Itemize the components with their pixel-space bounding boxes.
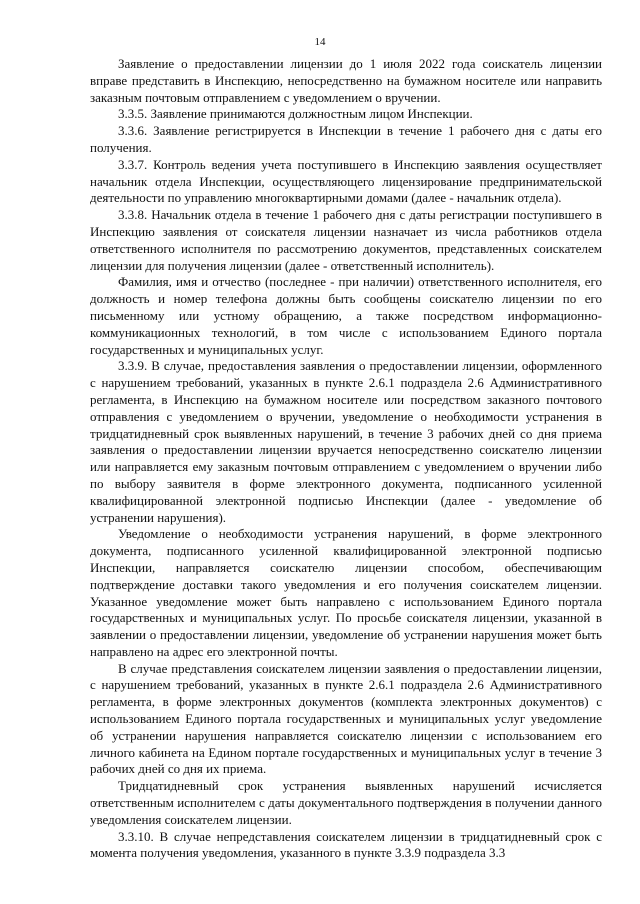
paragraph: Тридцатидневный срок устранения выявленных нарушений исчисляется ответственным исполнителем с даты документального подтверждения в получении данного уведомления соискателем лицензии. — [90, 778, 602, 827]
paragraph: 3.3.8. Начальник отдела в течение 1 рабочего дня с даты регистрации поступившего в Инспекцию заявления от соискателя лицензии назначает из числа работников отдела ответственного исполнителя по рассмотрению документов, представленных соискателем лицензии для получения лицензии (далее - ответственный исполнитель). — [90, 207, 602, 273]
paragraph: 3.3.5. Заявление принимаются должностным лицом Инспекции. — [118, 106, 473, 122]
page-number: 14 — [314, 36, 326, 48]
paragraph: 3.3.9. В случае, предоставления заявления о предоставлении лицензии, оформленного с нарушением требований, указанных в пункте 2.6.1 подраздела 2.6 Административного регламента, в Инспекцию на бумажном носителе или посредством заказного почтового отправления с уведомлением о вручении, уведомление о необходимости устранения в тридцатидневный срок выявленных нарушений, в течение 3 рабочих дней со дня приема заявления о предоставлении лицензии вручается непосредственно соискателю лицензии или направляется ему заказным почтовым отправлением с уведомлением о вручении либо по выбору заявителя в форме электронного документа, подписанного усиленной квалифицированной электронной подписью Инспекции (далее - уведомление об устранении нарушения). — [90, 358, 602, 525]
paragraph: Фамилия, имя и отчество (последнее - при наличии) ответственного исполнителя, его должность и номер телефона должны быть сообщены соискателю лицензии по его письменному или устному обращению, а также посредством информационно-коммуникационных технологий, в том числе с использованием Единого портала государственных и муниципальных услуг. — [90, 274, 602, 357]
paragraph: 3.3.6. Заявление регистрируется в Инспекции в течение 1 рабочего дня с даты его получения. — [90, 123, 602, 155]
document-body — [90, 56, 602, 862]
paragraph: В случае представления соискателем лицензии заявления о предоставлении лицензии, с нарушением требований, указанных в пункте 2.6.1 подраздела 2.6 Административного регламента, в форме электронных документов (комплекта электронных документов) с использованием Единого портала государственных и муниципальных услуг уведомление об устранении нарушения направляется соискателю лицензии с использованием его личного кабинета на Едином портале государственных и муниципальных услуг в течение 3 рабочих дней со дня их приема. — [90, 660, 602, 777]
paragraph: 3.3.10. В случае непредставления соискателем лицензии в тридцатидневный срок с момента получения уведомления, указанного в пункте 3.3.9 подраздела 3.3 — [90, 828, 602, 861]
paragraph: Заявление о предоставлении лицензии до 1 июля 2022 года соискатель лицензии вправе представить в Инспекцию, непосредственно на бумажном носителе или направить заказным почтовым отправлением с уведомлением о вручении. — [90, 56, 602, 105]
paragraph: Уведомление о необходимости устранения нарушений, в форме электронного документа, подписанного усиленной квалифицированной электронной подписью Инспекции, направляется соискателю лицензии способом, обеспечивающим подтверждение доставки такого уведомления и его получения соискателем лицензии. Указанное уведомление может быть направлено с использованием Единого портала государственных и муниципальных услуг. По просьбе соискателя лицензии, указанной в заявлении о предоставлении лицензии, уведомление об устранении нарушения может быть направлено на адрес его электронной почты. — [90, 526, 602, 659]
paragraph: 3.3.7. Контроль ведения учета поступившего в Инспекцию заявления осуществляет начальник отдела Инспекции, осуществляющего лицензирование предпринимательской деятельности по управлению многоквартирными домами (далее - начальник отдела). — [90, 156, 602, 206]
